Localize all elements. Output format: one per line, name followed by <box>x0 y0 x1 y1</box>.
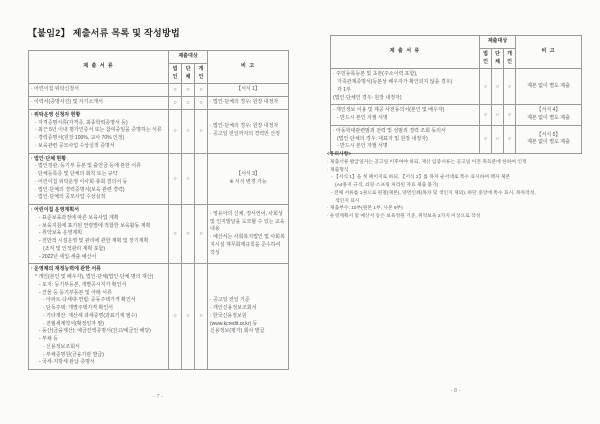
document-text-line: · 단독주택: 개별주택가격 확인서 <box>43 305 114 311</box>
document-text-line: · 법인·단체의 경우: 원장 내정자 <box>210 99 279 105</box>
table-row <box>331 69 582 105</box>
column-header-documents: 제 출 서 류 <box>331 36 480 69</box>
document-text-line: - 반드시 본인 자필 서명 <box>337 115 388 121</box>
target-mark-cell: ○ <box>182 153 195 205</box>
target-mark-cell: ○ <box>182 97 195 110</box>
document-text-line: · 이력서(증명사진) 및 자기소개서 <box>31 99 103 105</box>
document-text-line: · 법인정관, 등기부 등본 및 출연금 등에 관한 서류 <box>35 163 141 170</box>
document-text-line: · 아동학대관련범죄 전력 및 성범죄 경력 조회 동의서 <box>333 127 446 134</box>
notes-title: <유의사항> <box>327 152 352 157</box>
column-header-remarks: 비 고 <box>208 51 289 84</box>
document-text-line: · 부채증명원(금융기관 발급) <box>43 351 104 358</box>
document-text-line: (법인·단체인 경우: 원장 내정자) <box>333 94 402 101</box>
document-text-line: · 어린이집 위탁운영 이사회·총회 결의서 등 <box>35 178 128 185</box>
document-text-line: 제본 없이 별도 제출 <box>527 82 570 89</box>
notes-section <box>327 151 581 221</box>
table-row <box>29 264 289 370</box>
target-mark-cell: ○ <box>492 125 504 153</box>
document-text-line: - 국세·지방세 완납 증명서 <box>39 359 95 366</box>
document-text-line: - 전반적 시설운영 및 관리에 관한 계획 및 장기계획 <box>39 238 149 244</box>
target-mark-cell: ○ <box>182 205 195 264</box>
document-name-cell <box>331 69 480 105</box>
document-text-line: · 어린이집 운영계획서 <box>31 207 79 213</box>
document-text-line: - 【서식 1】을 첫 페이지로 하되, 【서식 2】를 목차 순서대로 쪽수 표시하여 책자 제본 <box>331 175 511 181</box>
table-header-row <box>29 51 289 64</box>
document-text-line: · 최근 5년 이내 평가인증서 또는 참여중임을 증명하는 서류 <box>35 127 162 134</box>
table-row <box>331 125 582 153</box>
remarks-cell <box>516 105 582 126</box>
document-text-line: · 운영체의 재정능력에 관한 서류 <box>31 266 102 273</box>
document-name-cell <box>29 109 169 153</box>
document-text-line: · 기타재산: 재산세 과세증명(과표기재 필수) <box>43 312 138 319</box>
target-mark-cell: ○ <box>195 109 208 153</box>
right-submission-documents-table <box>330 35 582 154</box>
document-text-line: · 자격증명서류(자격증, 최종학력증명서 등) <box>35 119 128 126</box>
table-header-row <box>331 36 582 49</box>
target-mark-cell: ○ <box>195 97 208 110</box>
document-text-line: · 영유아의 신체, 정서언어, 사회성 및 인지발달을 도모할 수 있는 교육내용 <box>210 210 285 233</box>
document-text-line: · 법인·단체의 경우: 원장 내정자 <box>210 123 279 130</box>
document-text-line: · 제출형식 <box>327 167 349 173</box>
column-header-corporation: 법인 <box>480 48 492 69</box>
target-mark-cell: ○ <box>504 105 516 126</box>
remarks-cell <box>208 84 289 97</box>
column-header-individual: 개인 <box>504 48 516 69</box>
document-text-line: 【서식 1】 <box>236 86 260 93</box>
document-name-cell <box>331 125 480 153</box>
target-mark-cell: ○ <box>169 97 182 110</box>
table-row <box>29 109 289 153</box>
document-text-line: (www.kcredit.or.kr) 등 <box>210 320 258 327</box>
document-name-cell <box>29 264 169 370</box>
document-text-line: ※ 서식 변경 가능 <box>229 178 267 185</box>
document-text-line: · 공고일 전일 기준 <box>210 297 250 304</box>
column-header-organization: 단체 <box>182 63 195 84</box>
remarks-cell <box>516 125 582 153</box>
document-name-cell <box>331 105 480 126</box>
left-submission-documents-table <box>28 50 289 370</box>
column-header-remarks: 비 고 <box>516 36 582 69</box>
document-text-line: · 아파트·다세대·연립: 공동주택가격 확인서 <box>43 297 136 304</box>
document-text-line: : 한국신용정보원 <box>210 312 247 319</box>
document-text-line: · 경력증명서(원장 100%, 교사 70% 인정) <box>35 135 125 141</box>
document-text-line: · 예산서는 사회복지법인 및 사회복지시설 재무회계규칙을 준수하여 작성 <box>210 234 285 256</box>
document-text-line: · 단체등록증 및 단체의 회칙 또는 규약 <box>35 171 118 177</box>
document-text-line: · 제출부수: 10부(원본 1부, 사본 9부) <box>327 206 403 212</box>
document-text-line: - 2022년 세입·세출 예산서 <box>39 253 97 260</box>
document-text-line: - 취약보육 운영계획 <box>39 230 83 237</box>
table-row <box>331 105 582 126</box>
table-row <box>29 205 289 264</box>
document-text-line: 제본 없이 별도 제출 <box>527 115 570 121</box>
table-row <box>29 84 289 97</box>
remarks-cell <box>208 205 289 264</box>
document-text-line: · 주민등록등본 및 초본(주소이력 포함), <box>333 71 418 78</box>
table-row <box>29 153 289 205</box>
document-text-line: 색인지 표시 <box>335 198 360 204</box>
page-title: 【붙임2】 제출서류 목록 및 작성방법 <box>28 28 181 38</box>
document-text-line: 【서식 3】 <box>236 171 260 177</box>
target-mark-cell: ○ <box>504 69 516 105</box>
document-text-line: - 보육지침에 표기된 연령별에 적합한 보육활동 계획 <box>39 222 151 229</box>
column-header-individual: 개인 <box>195 63 208 84</box>
target-mark-cell: ○ <box>182 84 195 97</box>
target-mark-cell: ○ <box>195 84 208 97</box>
target-mark-cell: ○ <box>480 125 492 153</box>
document-text-line: · 전월세계약서(확정일자 필) <box>43 320 104 327</box>
document-text-line: (A4용지 규격, 쇠링·스프링 처리된 자료 제출 불가) <box>335 183 439 189</box>
remarks-cell <box>208 264 289 370</box>
target-mark-cell: ○ <box>169 153 182 205</box>
document-text-line: 신용정보(평가) 회사 발급 <box>210 328 265 335</box>
table-row <box>29 97 289 110</box>
document-text-line: - 건물 등 등기부등본 및 아래 서류 <box>39 289 112 296</box>
document-text-line: 【서식 5】 <box>536 131 561 138</box>
document-name-cell <box>29 84 169 97</box>
document-name-cell <box>29 205 169 264</box>
document-text-line: · 신용정보조회서 <box>43 343 80 350</box>
remarks-cell <box>208 153 289 205</box>
target-mark-cell: ○ <box>169 109 182 153</box>
document-text-line: - 표준보육과정에 따른 보육사업 계획 <box>39 214 119 221</box>
target-mark-cell: ○ <box>492 69 504 105</box>
document-text-line: · 법인·단체의 경력증명서(보육 관련 경력) <box>35 186 125 193</box>
remarks-cell <box>208 109 289 153</box>
document-text-line: - 반드시 본인 자필 서명 <box>337 143 388 150</box>
document-text-line: * 개인(본인 및 배우자), 법인·단체(법인·단체 명의 재산) <box>35 274 154 280</box>
document-text-line: · 공고일 전일까지의 경력만 산정 <box>210 131 281 138</box>
target-mark-cell: ○ <box>504 125 516 153</box>
document-text-line: · 제출서류 발급일자는 공고일 이후여야 하되, 재산 입증서류는 공고일 이전 취득분에 한하여 인정 <box>327 159 527 165</box>
column-header-corporation: 법인 <box>169 63 182 84</box>
document-text-line: · 법인·단체 현황 <box>31 155 67 162</box>
target-mark-cell: ○ <box>169 84 182 97</box>
document-name-cell <box>29 153 169 205</box>
document-text-line: · 보육관련 공모사업 수상실적 증명서 <box>35 142 115 149</box>
target-mark-cell: ○ <box>169 205 182 264</box>
document-text-line: 각 1부 <box>337 86 351 93</box>
remarks-cell <box>516 69 582 105</box>
remarks-cell <box>208 97 289 110</box>
document-text-line: 가족관계증명서(등본상 배우자가 확인되지 않을 경우) <box>337 79 453 85</box>
target-mark-cell: ○ <box>480 69 492 105</box>
document-text-line: 【서식 4】 <box>536 107 561 114</box>
target-mark-cell: ○ <box>195 264 208 370</box>
target-mark-cell: ○ <box>182 109 195 153</box>
target-mark-cell: ○ <box>195 205 208 264</box>
page-number-right: - 8 - <box>450 388 461 394</box>
column-header-documents: 제 출 서 류 <box>29 51 169 84</box>
target-mark-cell: ○ <box>492 105 504 126</box>
target-mark-cell: ○ <box>480 105 492 126</box>
document-text-line: (법인·단체의 경우: 대표자 및 원장 내정자) <box>337 135 428 142</box>
document-text-line: · 개인신용정보조회서 <box>210 305 257 311</box>
document-text-line: - 토지: 등기부등본, 개별공시지가 확인서 <box>39 281 127 288</box>
document-text-line: (조직 및 인적관리 계획 포함) <box>43 245 106 252</box>
target-mark-cell <box>195 153 208 205</box>
document-text-line: - 부채 등 <box>39 336 58 342</box>
document-text-line: · 운영계획서 및 예산서 등은 보육정원 기준, 취약보육 2가지 이상으로 작성 <box>327 214 481 220</box>
page-number-left: - 7 - <box>153 394 163 400</box>
document-text-line: · 개인정보 이용 및 제공 사전동의서(본인 및 배우자) <box>333 107 445 114</box>
document-text-line: · 법인·단체의 공모사업 수상실적 <box>35 194 106 201</box>
document-text-line: · 어린이집 위탁신청서 <box>31 86 79 93</box>
column-header-organization: 단체 <box>492 48 504 69</box>
document-text-line: 제본 없이 별도 제출 <box>527 139 570 146</box>
target-mark-cell: ○ <box>169 264 182 370</box>
column-header-target: 제출대상 <box>169 51 208 64</box>
document-text-line: - 전체 서류를 1권으로 편철(제본), 양면인쇄(목차 및 색인지 제외), 하단 중앙에 쪽수 표시, 목차작성, <box>331 190 536 196</box>
document-text-line: · 위탁운영 신청자 현황 <box>31 111 81 118</box>
target-mark-cell: ○ <box>182 264 195 370</box>
column-header-target: 제출대상 <box>480 36 516 49</box>
document-name-cell <box>29 97 169 110</box>
document-text-line: - 동산(금융재산): 예금잔액증명서(잔고/예금인 해당) <box>39 328 151 335</box>
